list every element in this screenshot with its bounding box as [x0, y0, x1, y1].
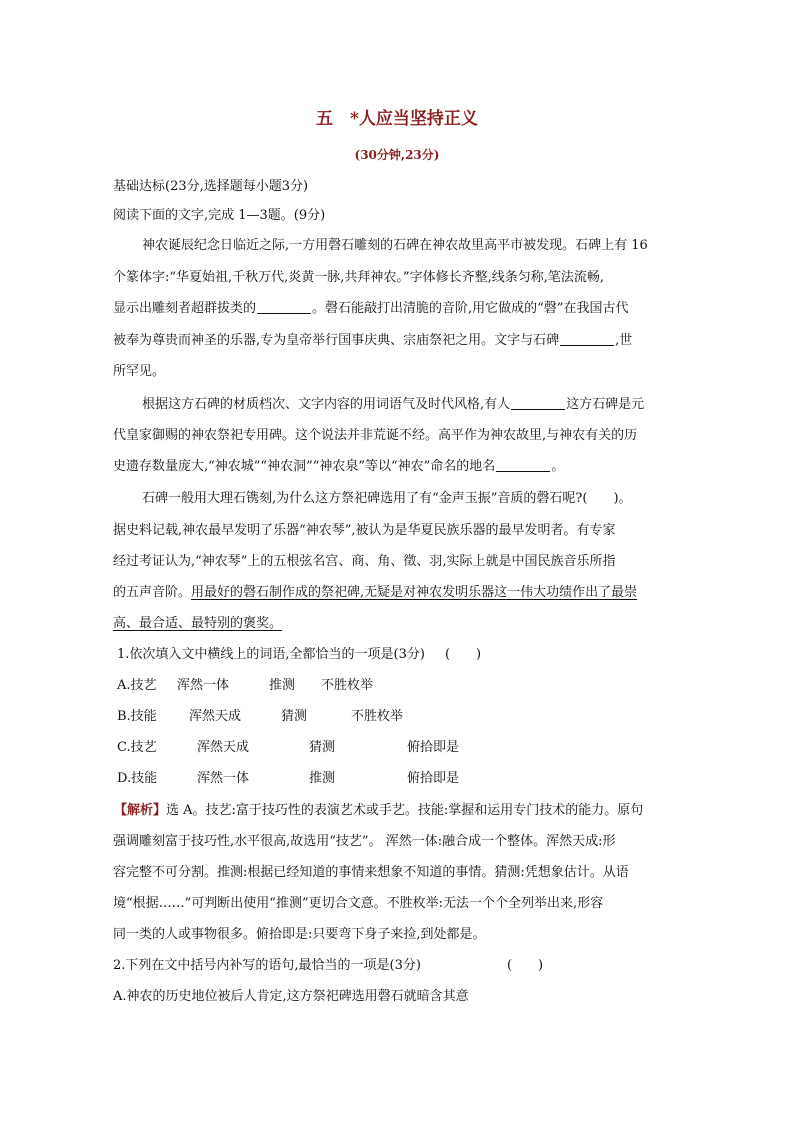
- passage-line: [113, 614, 282, 634]
- passage-line: 神农诞辰纪念日临近之际,一方用磬石雕刻的石碑在神农故里高平市被发现。石碑上有 16: [142, 238, 648, 253]
- passage-line: [113, 583, 637, 603]
- question-2-stem: 2.下列在文中括号内补写的语句,最恰当的一项是(3分) ( ): [113, 956, 543, 976]
- fill-blank: [560, 331, 614, 346]
- analysis-line: 【解析】选 A。技艺:富于技巧性的表演艺术或手艺。技能:掌握和运用专门技术的能力。原句: [114, 803, 644, 818]
- fill-blank: [511, 395, 565, 410]
- instruction-text: 阅读下面的文字,完成 1—3题。(9分): [113, 208, 326, 223]
- underlined-sentence: 用最好的磬石制作成的祭祀碑,无疑是对神农发明乐器这一伟大功绩作出了最崇: [191, 585, 638, 600]
- section-heading: 基础达标(23分,选择题每小题3分): [113, 179, 309, 194]
- question-2-option-a: A.神农的历史地位被后人肯定,这方祭祀碑选用磬石就暗含其意: [113, 989, 469, 1004]
- option-d: D.技能 浑然一体 推测 俯拾即是: [117, 771, 460, 786]
- passage-text: 史遗存数量庞大,“神农城”“神农洞”“神农泉”等以“神农”命名的地名: [113, 459, 496, 474]
- answer-paren: ( ): [506, 958, 544, 973]
- passage-line: [113, 299, 628, 319]
- analysis-label: 【解析】: [114, 803, 167, 818]
- analysis-line: 容完整不可分割。推测:根据已经知道的事情来想象不知道的事情。猜测:凭想象估计。从语: [113, 865, 629, 880]
- passage-text: 根据这方石碑的材质档次、文字内容的用词语气及时代风格,有人: [142, 397, 511, 412]
- fill-blank: [257, 299, 311, 314]
- option-c: C.技艺 浑然天成 猜测 俯拾即是: [117, 740, 460, 755]
- passage-text: 的五声音阶。: [113, 585, 192, 600]
- passage-text: 这方石碑是元: [566, 397, 645, 412]
- analysis-line: 同一类的人或事物很多。俯拾即是:只要弯下身子来捡,到处都是。: [113, 927, 486, 942]
- underlined-sentence: 高、最合适、最特别的褒奖。: [113, 616, 283, 631]
- passage-line: 经过考证认为,“神农琴”上的五根弦名宫、商、角、徵、羽,实际上就是中国民族音乐所指: [113, 554, 616, 569]
- passage-line: [142, 395, 644, 415]
- option-a: A.技艺 浑然一体 推测 不胜枚举: [117, 678, 374, 693]
- passage-text: 。: [551, 459, 565, 474]
- passage-line: [113, 331, 632, 351]
- fill-blank: [496, 457, 550, 472]
- passage-text: 。磬石能敲打出清脆的音阶,用它做成的“磬”在我国古代: [312, 301, 629, 316]
- question-1-stem: 1.依次填入文中横线上的词语,全都恰当的一项是(3分) ( ): [117, 645, 481, 665]
- passage-text: 显示出雕刻者超群拔类的: [113, 301, 257, 316]
- passage-line: 据史料记载,神农最早发明了乐器“神农琴”,被认为是华夏民族乐器的最早发明者。有专家: [113, 523, 616, 538]
- passage-line: 所罕见。: [113, 364, 166, 379]
- analysis-line: 强调雕刻富于技巧性,水平很高,故选用“技艺”。 浑然一体:融合成一个整体。浑然天成:形: [113, 834, 616, 849]
- passage-text: ,世: [615, 333, 633, 348]
- page-title: 五 *人应当坚持正义: [316, 109, 478, 129]
- passage-text: 被奉为尊贵而神圣的乐器,专为皇帝举行国事庆典、宗庙祭祀之用。文字与石碑: [113, 333, 560, 348]
- passage-line: 个篆体字:“华夏始祖,千秋万代,炎黄一脉,共拜神农。”字体修长齐整,线条匀称,笔法流畅,: [113, 270, 604, 285]
- page-subtitle: (30分钟,23分): [354, 148, 440, 162]
- option-b: B.技能 浑然天成 猜测 不胜枚举: [117, 709, 404, 724]
- passage-line: 代皇家御赐的神农祭祀专用碑。这个说法并非荒诞不经。高平作为神农故里,与神农有关的历: [113, 428, 638, 443]
- answer-paren: ( ): [444, 647, 482, 662]
- analysis-line: 境“根据……”可判断出使用“推测”更切合文意。不胜枚举:无法一个个全列举出来,形容: [113, 896, 604, 911]
- passage-line: 石碑一般用大理石镌刻,为什么这方祭祀碑选用了有“金声玉振”音质的磬石呢?( )。: [142, 491, 632, 506]
- passage-line: [113, 457, 564, 477]
